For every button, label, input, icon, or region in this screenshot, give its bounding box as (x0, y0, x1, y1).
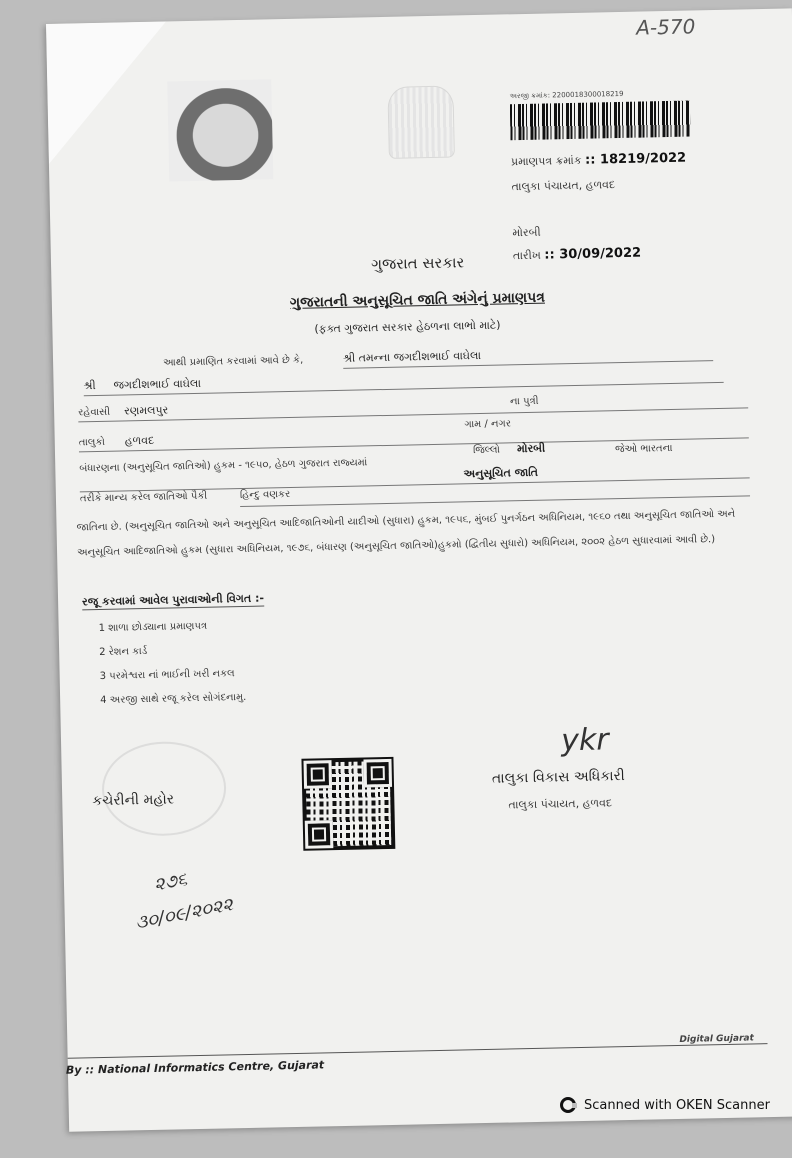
certificate-number: :: 18219/2022 (584, 150, 687, 168)
developed-by: By :: National Informatics Centre, Gujarat (65, 1058, 325, 1077)
certificate-label: પ્રમાણપત્ર ક્રમાંક (510, 153, 582, 169)
applicant-name: શ્રી તમન્ના જગદીશભાઈ વાઘેલા (342, 348, 482, 365)
document-item: 4 અરજી સાથે રજૂ કરેલ સોગંદનામુ. (100, 691, 247, 707)
handwritten-number: A-570 (635, 14, 696, 40)
office-seal-label: કચેરીની મહોર (92, 791, 175, 810)
certificate-page (46, 8, 792, 1131)
officer-title: તાલુકા વિકાસ અધિકારી (491, 768, 625, 787)
certificate-subtitle: (ફક્ત ગુજરાત સરકાર હેઠળના લાભો માટે) (314, 318, 501, 336)
date-label: તારીખ (512, 248, 541, 263)
india-label: જેઓ ભારતના (614, 442, 673, 456)
handwritten-inward-number: ૨૭૬ (152, 868, 189, 896)
certificate-title: ગુજરાતની અનુસૂચિત જાતિ અંગેનું પ્રમાણપત્ર (289, 289, 546, 311)
office-stamp (101, 740, 227, 837)
parent-name: જગદીશભાઈ વાઘેલા (113, 376, 202, 392)
government-title: ગુજરાત સરકાર (370, 253, 465, 274)
applicant-photo (167, 79, 273, 181)
caste-value: હિન્દુ વણકર (239, 488, 291, 502)
taluka-label: તાલુકો (78, 436, 106, 449)
document-item: 1 શાળા છોડ્યાના પ્રમાણપત્ર (98, 620, 208, 635)
legal-paragraph: જાતિના છે. (અનુસૂચિત જાતિઓ અને અનુસૂચિત આદિજાતિઓની યાદીઓ (સુધારા) હુકમ, ૧૯૫૬, મુંબઈ પુનર્ગઠન અધિનિયમ, ૧૯૬૦ તથા અનુસૂચિત જાતિઓ અને અનુસૂચિત આદિજાતિઓ હુકમ (સુધારા અધિનિયમ, ૧૯૭૬, બંધારણ (અનુસૂચિત જાતિઓ)હુકમો (દ્વિતીય સુધારો) અધિનિયમ, ૨૦૦૨ હેઠળ સુધારવામાં આવી છે.) (76, 508, 736, 559)
district-header: મોરબી (512, 225, 541, 240)
officer-office: તાલુકા પંચાયત, હળવદ (508, 796, 613, 812)
digital-gujarat-label: Digital Gujarat (679, 1033, 754, 1045)
parent-prefix: શ્રી (83, 379, 96, 393)
order-rule (80, 477, 750, 492)
certificate-number-row (511, 151, 686, 170)
order-text: બંધારણના (અનુસૂચિત જાતિઓ) હુકમ - ૧૯૫૦, હેઠળ ગુજરાત રાજ્યમાં (79, 457, 368, 475)
date-value: :: 30/09/2022 (544, 245, 642, 263)
barcode (510, 101, 691, 141)
resident-rule (78, 407, 748, 422)
government-emblem (387, 85, 454, 158)
officer-signature: ykr (560, 722, 609, 759)
footer-rule (68, 1043, 768, 1059)
taluka-value: હળવદ (124, 433, 155, 448)
scanner-watermark (560, 1092, 792, 1118)
caste-label: અનુસૂચિત જાતિ (463, 465, 539, 481)
date-row (513, 246, 641, 264)
district-label: જિલ્લો (472, 444, 501, 457)
barcode-number: અરજી ક્રમાંક: 2200018300018219 (509, 89, 624, 101)
town-label: ગામ / નગર (464, 418, 512, 431)
village-name: રણમલપુર (123, 403, 169, 418)
document-item: 2 રેશન કાર્ડ (99, 646, 148, 659)
resident-label: રહેવાસી (78, 406, 111, 419)
scanner-logo-icon (560, 1097, 576, 1113)
intro-text: આથી પ્રમાણિત કરવામાં આવે છે કે, (163, 354, 304, 369)
relation-label: ના પુત્રી (509, 395, 539, 408)
folded-corner (46, 21, 169, 163)
handwritten-inward-date: ૩૦/૦૯/૨૦૨૨ (133, 893, 235, 934)
qr-code (301, 757, 395, 851)
district-value: મોરબી (516, 441, 546, 456)
document-item: 3 પરમેશ્વરા નાં ભાઈની ખરી નકલ (99, 668, 235, 683)
scanner-text: Scanned with OKEN Scanner (584, 1097, 770, 1113)
declared-text: તરીકે માન્ય કરેલ જાતિઓ પૈકી (79, 490, 208, 505)
issuing-office: તાલુકા પંચાયત, હળવદ (511, 178, 616, 194)
documents-title: રજૂ કરવામાં આવેલ પુરાવાઓની વિગત :- (81, 591, 265, 609)
